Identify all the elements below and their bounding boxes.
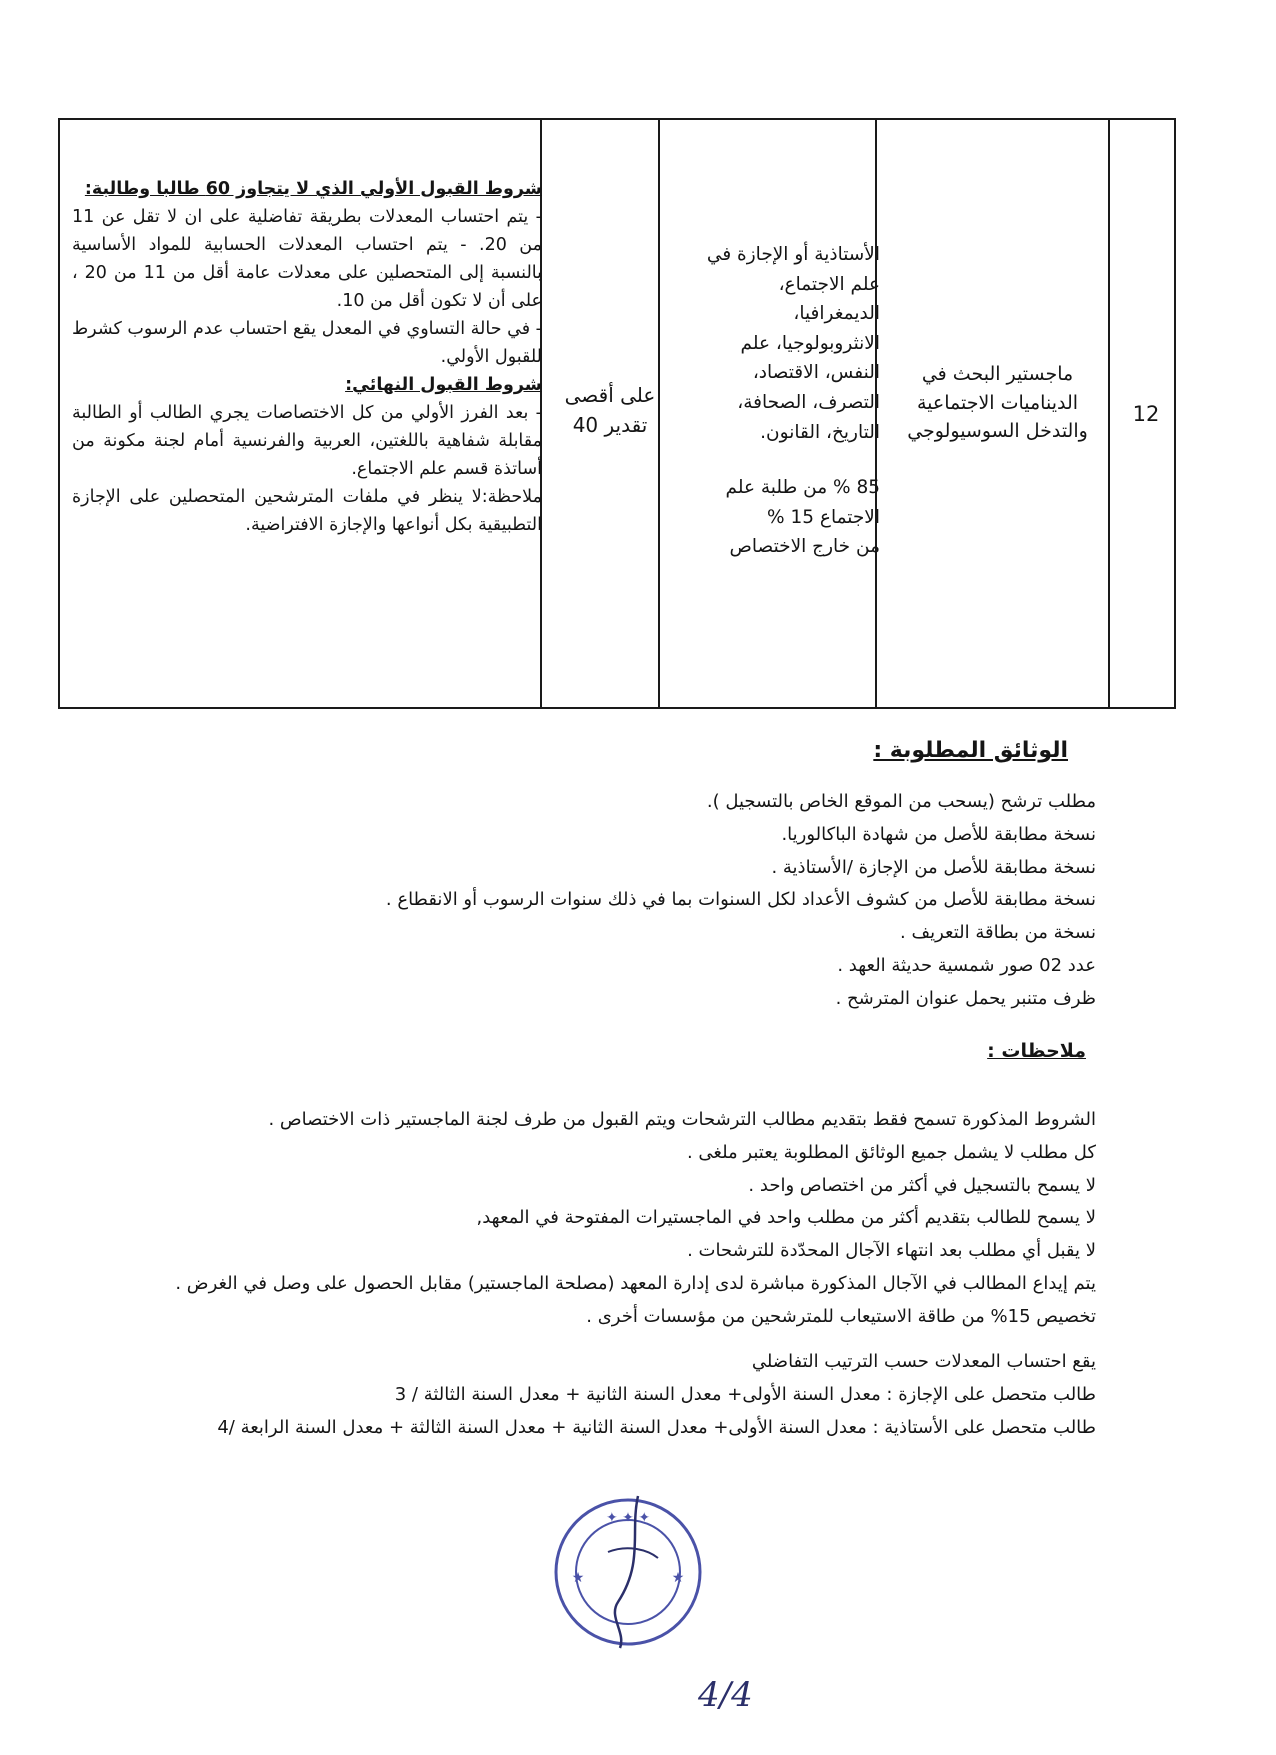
admission-conditions-cell: [72, 175, 542, 539]
list-item: لا يسمح للطالب بتقديم أكثر من مطلب واحد في الماجستيرات المفتوحة في المعهد,: [476, 1207, 1096, 1229]
list-item: لا يسمح بالتسجيل في أكثر من اختصاص واحد .: [748, 1174, 1096, 1196]
list-item: نسخة من بطاقة التعريف .: [900, 922, 1096, 944]
documents-heading: الوثائق المطلوبة :: [873, 738, 1068, 763]
table-border-left: [58, 120, 60, 707]
capacity-line: على أقصى: [564, 383, 656, 407]
final-admission-text: - بعد الفرز الأولي من كل الاختصاصات يجري الطالب أو الطالبة مقابلة شفاهية باللغتين، العربية والفرنسية أمام لجنة مكونة من أساتذة قسم علم الاجتماع.: [72, 403, 542, 479]
notes-list: [96, 1104, 1096, 1334]
degree-line: الانثروبولوجيا، علم: [740, 332, 880, 354]
list-item: تخصيص 15% من طاقة الاستيعاب للمترشحين من مؤسسات أخرى .: [586, 1305, 1096, 1327]
quota-line: 85 % من طلبة علم: [725, 477, 880, 499]
degree-line: التاريخ، القانون.: [760, 421, 880, 443]
list-item: نسخة مطابقة للأصل من كشوف الأعداد لكل السنوات بما في ذلك سنوات الرسوب أو الانقطاع .: [385, 889, 1096, 911]
master-title-cell: [885, 360, 1110, 446]
initial-admission-heading: شروط القبول الأولي الذي لا يتجاوز 60 طالبا وطالبة:: [84, 179, 542, 199]
quota-line: من خارج الاختصاص: [729, 536, 880, 558]
spacer: [707, 447, 880, 473]
initial-admission-text: - يتم احتساب المعدلات بطريقة تفاضلية على ان لا تقل عن 11 من 20. - يتم احتساب المعدلات الحسابية للمواد الأساسية بالنسبة إلى المتحصلين على معدلات عامة أقل من 11 من 20 ، على أن لا تكون أقل من 10.: [72, 207, 542, 311]
capacity-cell: [555, 380, 665, 440]
capacity-line: تقدير 40: [572, 413, 648, 437]
required-degree-cell: [680, 240, 880, 562]
list-item: مطلب ترشح (يسحب من الموقع الخاص بالتسجيل ).: [706, 791, 1096, 812]
quota-line: الاجتماع 15 %: [767, 506, 880, 528]
list-item: نسخة مطابقة للأصل من الإجازة /الأستاذية .: [771, 856, 1096, 878]
degree-line: علم الاجتماع،: [778, 273, 880, 295]
exclusion-note: ملاحظة:لا ينظر في ملفات المترشحين المتحصلين على الإجازة التطبيقية بكل أنواعها والإجازة الافتراضية.: [72, 487, 542, 535]
list-item: كل مطلب لا يشمل جميع الوثائق المطلوبة يعتبر ملغى .: [686, 1141, 1096, 1163]
degree-line: الديمغرافيا،: [793, 303, 880, 325]
list-item: نسخة مطابقة للأصل من شهادة الباكالوريا.: [781, 823, 1096, 845]
documents-list: [96, 786, 1096, 1016]
licence-formula: طالب متحصل على الإجازة : معدل السنة الأولى+ معدل السنة الثانية + معدل السنة الثالثة / 3: [394, 1383, 1096, 1405]
svg-text:★: ★: [571, 1570, 585, 1586]
tie-break-text: - في حالة التساوي في المعدل يقع احتساب عدم الرسوب كشرط للقبول الأولي.: [72, 319, 542, 367]
ranking-intro: يقع احتساب المعدلات حسب الترتيب التفاضلي: [751, 1351, 1096, 1372]
final-admission-heading: شروط القبول النهائي:: [345, 375, 542, 395]
list-item: لا يقبل أي مطلب بعد انتهاء الآجال المحدّدة للترشحات .: [687, 1240, 1096, 1262]
degree-line: النفس، الاقتصاد،: [752, 362, 880, 384]
official-stamp-icon: [548, 1492, 708, 1652]
degree-line: الأستاذية أو الإجازة في: [706, 244, 880, 265]
table-border-right: [1174, 120, 1176, 707]
degree-line: التصرف، الصحافة،: [737, 391, 880, 413]
list-item: يتم إيداع المطالب في الآجال المذكورة مباشرة لدى إدارة المعهد (مصلحة الماجستير) مقابل الحصول على وصل في الغرض .: [175, 1272, 1096, 1294]
master-title: ماجستير البحث في الديناميات الاجتماعية والتدخل السوسيولوجي: [907, 363, 1088, 442]
svg-text:★: ★: [671, 1570, 685, 1586]
list-item: الشروط المذكورة تسمح فقط بتقديم مطالب الترشحات ويتم القبول من طرف لجنة الماجستير ذات الاختصاص .: [268, 1109, 1096, 1130]
ranking-section: [96, 1346, 1096, 1444]
row-number: 12: [1132, 402, 1160, 426]
page-number: 4/4: [698, 1675, 753, 1715]
notes-heading: ملاحظات :: [987, 1040, 1086, 1062]
list-item: عدد 02 صور شمسية حديثة العهد .: [837, 954, 1096, 976]
svg-text:✦ ✦ ✦: ✦ ✦ ✦: [605, 1510, 651, 1526]
maitrise-formula: طالب متحصل على الأستاذية : معدل السنة الأولى+ معدل السنة الثانية + معدل السنة الثالثة + معدل السنة الرابعة /4: [217, 1416, 1096, 1438]
list-item: ظرف متنبر يحمل عنوان المترشح .: [835, 987, 1096, 1009]
